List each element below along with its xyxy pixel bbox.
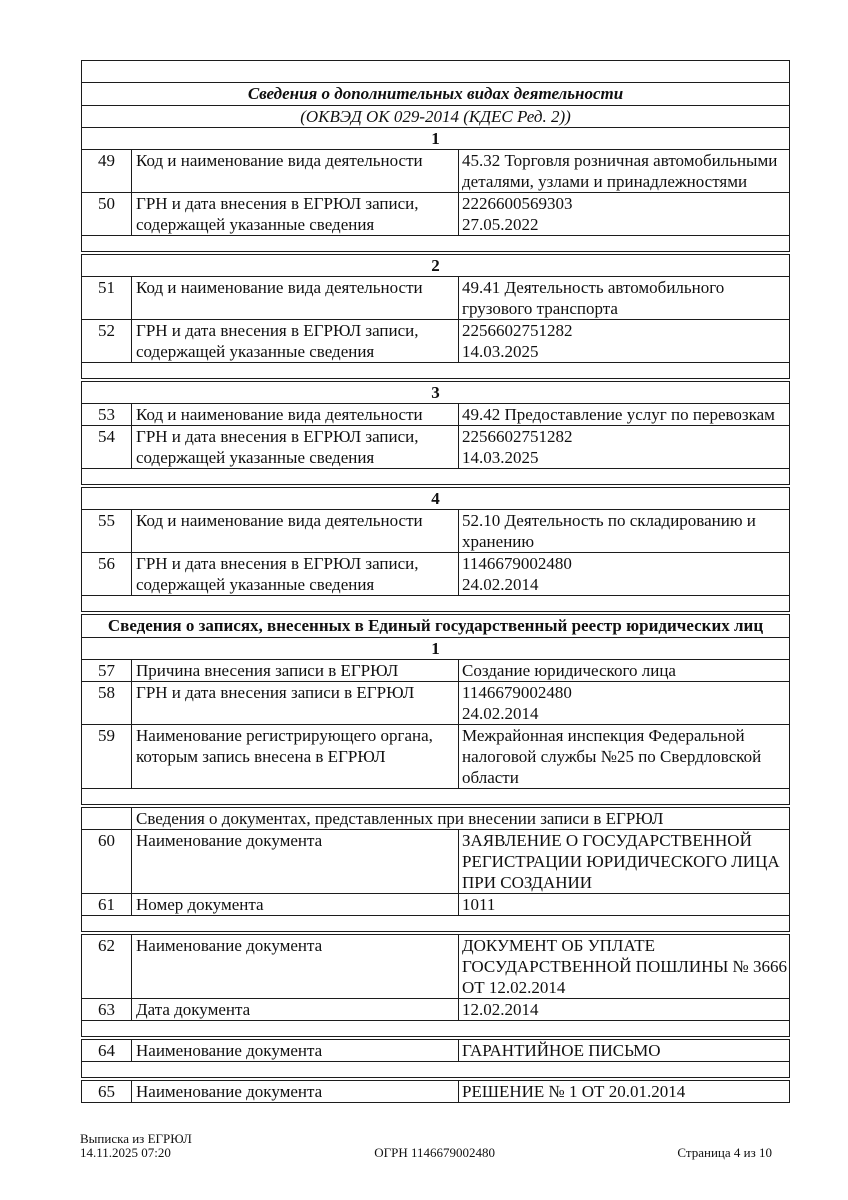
empty-cell xyxy=(82,789,790,805)
footer-extract-label: Выписка из ЕГРЮЛ xyxy=(80,1131,192,1146)
row-value xyxy=(459,682,790,725)
section-title-row xyxy=(82,83,790,106)
row-number: 59 xyxy=(82,725,132,789)
table-row xyxy=(82,682,790,725)
page-footer xyxy=(80,1132,772,1160)
block-number: 1 xyxy=(82,638,790,660)
row-number: 64 xyxy=(82,1040,132,1062)
block-number-row xyxy=(82,128,790,150)
table-row xyxy=(82,320,790,363)
row-label: ГРН и дата внесения в ЕГРЮЛ записи, содержащей указанные сведения xyxy=(132,193,459,236)
row-label: ГРН и дата внесения в ЕГРЮЛ записи, содержащей указанные сведения xyxy=(132,553,459,596)
row-number: 52 xyxy=(82,320,132,363)
row-value: ЗАЯВЛЕНИЕ О ГОСУДАРСТВЕННОЙ РЕГИСТРАЦИИ ЮРИДИЧЕСКОГО ЛИЦА ПРИ СОЗДАНИИ xyxy=(459,830,790,894)
empty-cell xyxy=(82,916,790,932)
row-label: Наименование документа xyxy=(132,1081,459,1103)
empty-row xyxy=(82,916,790,932)
row-value xyxy=(459,426,790,469)
row-number: 56 xyxy=(82,553,132,596)
table-row xyxy=(82,404,790,426)
grn-value: 1146679002480 xyxy=(462,683,572,702)
documents-subheader-row xyxy=(82,808,790,830)
footer-ogrn: ОГРН 1146679002480 xyxy=(374,1145,495,1160)
row-number: 49 xyxy=(82,150,132,193)
row-number: 63 xyxy=(82,999,132,1021)
activities-block-4-table xyxy=(81,487,790,612)
row-number: 50 xyxy=(82,193,132,236)
grn-value: 2256602751282 xyxy=(462,427,573,446)
empty-row xyxy=(82,1062,790,1078)
activities-block-2-table xyxy=(81,254,790,379)
empty-cell xyxy=(82,363,790,379)
table-row xyxy=(82,553,790,596)
documents-subheader: Сведения о документах, представленных при внесении записи в ЕГРЮЛ xyxy=(132,808,790,830)
row-value: 1011 xyxy=(459,894,790,916)
row-value: 52.10 Деятельность по складированию и хранению xyxy=(459,510,790,553)
row-value: 49.42 Предоставление услуг по перевозкам xyxy=(459,404,790,426)
table-row xyxy=(82,1040,790,1062)
block-number-row xyxy=(82,638,790,660)
registry-records-table xyxy=(81,614,790,805)
row-label: Код и наименование вида деятельности xyxy=(132,150,459,193)
date-value: 27.05.2022 xyxy=(462,215,539,234)
block-number-row xyxy=(82,255,790,277)
empty-cell xyxy=(82,469,790,485)
documents-table-1 xyxy=(81,807,790,932)
block-number: 1 xyxy=(82,128,790,150)
table-row xyxy=(82,660,790,682)
row-number: 51 xyxy=(82,277,132,320)
date-value: 14.03.2025 xyxy=(462,342,539,361)
row-number: 65 xyxy=(82,1081,132,1103)
empty-row xyxy=(82,363,790,379)
row-value xyxy=(459,553,790,596)
row-value xyxy=(459,193,790,236)
section-title: Сведения о дополнительных видах деятельности xyxy=(82,83,790,106)
row-number: 54 xyxy=(82,426,132,469)
table-row xyxy=(82,725,790,789)
row-number: 57 xyxy=(82,660,132,682)
grn-value: 1146679002480 xyxy=(462,554,572,573)
block-number: 2 xyxy=(82,255,790,277)
documents-table-2 xyxy=(81,934,790,1037)
row-value: 12.02.2014 xyxy=(459,999,790,1021)
empty-cell xyxy=(82,236,790,252)
table-row xyxy=(82,894,790,916)
block-number-row xyxy=(82,382,790,404)
row-number: 58 xyxy=(82,682,132,725)
document-body xyxy=(81,60,789,1105)
table-row xyxy=(82,426,790,469)
row-label: Наименование документа xyxy=(132,935,459,999)
row-label: Дата документа xyxy=(132,999,459,1021)
block-number: 3 xyxy=(82,382,790,404)
table-row xyxy=(82,830,790,894)
empty-row xyxy=(82,236,790,252)
footer-datetime: 14.11.2025 07:20 xyxy=(80,1145,171,1160)
row-value: 45.32 Торговля розничная автомобильными деталями, узлами и принадлежностями xyxy=(459,150,790,193)
empty-cell xyxy=(82,1021,790,1037)
activities-block-1-table xyxy=(81,60,790,252)
okved-subtitle: (ОКВЭД ОК 029-2014 (КДЕС Ред. 2)) xyxy=(82,106,790,128)
grn-value: 2226600569303 xyxy=(462,194,573,213)
footer-extract-info xyxy=(80,1132,192,1160)
row-label: Код и наименование вида деятельности xyxy=(132,404,459,426)
empty-cell xyxy=(82,596,790,612)
grn-value: 2256602751282 xyxy=(462,321,573,340)
row-value: ДОКУМЕНТ ОБ УПЛАТЕ ГОСУДАРСТВЕННОЙ ПОШЛИНЫ № 3666 ОТ 12.02.2014 xyxy=(459,935,790,999)
activities-block-3-table xyxy=(81,381,790,485)
table-row xyxy=(82,277,790,320)
row-label: ГРН и дата внесения в ЕГРЮЛ записи, содержащей указанные сведения xyxy=(132,320,459,363)
row-number: 53 xyxy=(82,404,132,426)
empty-row xyxy=(82,1021,790,1037)
footer-page-number: Страница 4 из 10 xyxy=(677,1145,772,1160)
date-value: 24.02.2014 xyxy=(462,704,539,723)
row-label: Код и наименование вида деятельности xyxy=(132,510,459,553)
empty-row xyxy=(82,61,790,83)
row-value: Межрайонная инспекция Федеральной налоговой службы №25 по Свердловской области xyxy=(459,725,790,789)
empty-cell xyxy=(82,61,790,83)
row-label: Код и наименование вида деятельности xyxy=(132,277,459,320)
row-number: 62 xyxy=(82,935,132,999)
date-value: 24.02.2014 xyxy=(462,575,539,594)
registry-section-title-row xyxy=(82,615,790,638)
table-row xyxy=(82,193,790,236)
row-number: 55 xyxy=(82,510,132,553)
row-number: 60 xyxy=(82,830,132,894)
documents-table-4 xyxy=(81,1080,790,1103)
row-value: Создание юридического лица xyxy=(459,660,790,682)
table-row xyxy=(82,1081,790,1103)
row-label: Причина внесения записи в ЕГРЮЛ xyxy=(132,660,459,682)
table-row xyxy=(82,150,790,193)
row-label: ГРН и дата внесения записи в ЕГРЮЛ xyxy=(132,682,459,725)
table-row xyxy=(82,510,790,553)
row-value: РЕШЕНИЕ № 1 ОТ 20.01.2014 xyxy=(459,1081,790,1103)
row-value xyxy=(459,320,790,363)
row-label: Номер документа xyxy=(132,894,459,916)
date-value: 14.03.2025 xyxy=(462,448,539,467)
empty-row xyxy=(82,789,790,805)
empty-number-cell xyxy=(82,808,132,830)
empty-cell xyxy=(82,1062,790,1078)
row-label: Наименование документа xyxy=(132,1040,459,1062)
table-row xyxy=(82,999,790,1021)
row-label: Наименование документа xyxy=(132,830,459,894)
block-number-row xyxy=(82,488,790,510)
registry-section-title: Сведения о записях, внесенных в Единый государственный реестр юридических лиц xyxy=(82,615,790,638)
documents-table-3 xyxy=(81,1039,790,1078)
row-value: 49.41 Деятельность автомобильного грузового транспорта xyxy=(459,277,790,320)
row-number: 61 xyxy=(82,894,132,916)
block-number: 4 xyxy=(82,488,790,510)
row-value: ГАРАНТИЙНОЕ ПИСЬМО xyxy=(459,1040,790,1062)
empty-row xyxy=(82,469,790,485)
empty-row xyxy=(82,596,790,612)
row-label: Наименование регистрирующего органа, которым запись внесена в ЕГРЮЛ xyxy=(132,725,459,789)
row-label: ГРН и дата внесения в ЕГРЮЛ записи, содержащей указанные сведения xyxy=(132,426,459,469)
table-row xyxy=(82,935,790,999)
section-subtitle-row xyxy=(82,106,790,128)
